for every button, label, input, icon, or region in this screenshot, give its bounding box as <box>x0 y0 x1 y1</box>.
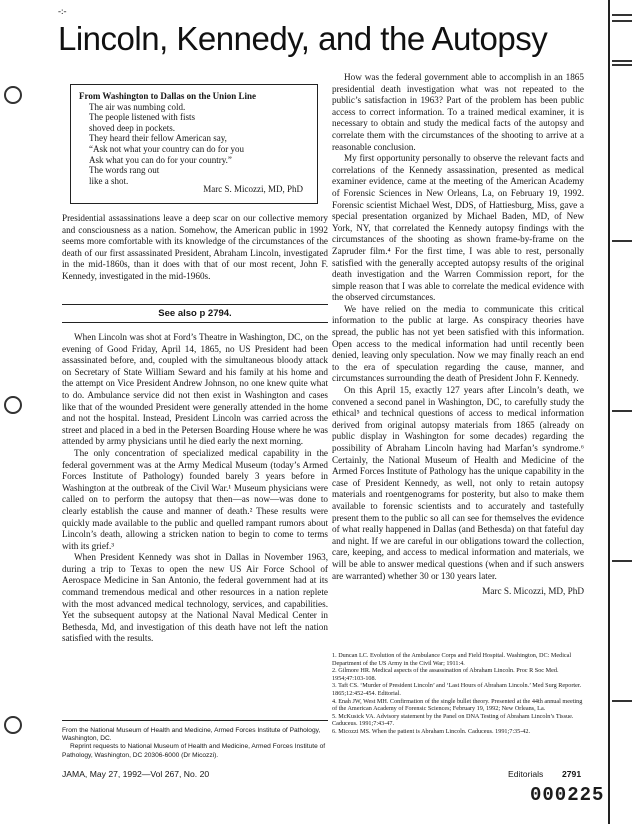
body-paragraph: We have relied on the media to communicate this critical information to the public at large. As conspiracy theories have spread, the public has not yet been satisfied with this information. Open access to the medical information had until recently been denied, leaving only speculation. Now we may finally reach an end to the era of speculation regarding the cause, manner, and circumstances surrounding the death of President John F. Kennedy. <box>332 303 584 384</box>
body-paragraph: When President Kennedy was shot in Dallas in November 1963, during a trip to Texas to open the new US Air Force School of Aerospace Medicine in San Antonio, the federal government had at its command tremendous medical and other resources in a nation replete with the most advanced medical technology, services, and capabilities. Yet the subsequent autopsy at the National Naval Medical Center in Bethesda, Md, and investigation of this death have not left the nation satisfied with the results. <box>62 552 328 644</box>
corner-mark: -:- <box>58 6 67 16</box>
page-title: Lincoln, Kennedy, and the Autopsy <box>58 20 548 57</box>
poem-line: They heard their fellow American say, <box>89 133 227 144</box>
reference-item: 3. Taft CS. ‘Murder of President Lincoln’ and ‘Last Hours of Abraham Lincoln.’ Med Surg Reporter. 1865;12:452-454. Editorial. <box>332 682 582 697</box>
body-paragraph: On this April 15, exactly 127 years after Lincoln’s death, we convened a second panel in Washington, DC, to carefully study the ethical⁵ and technical questions of access to medical information derived from original autopsy materials from 1865 (already on public display in Washington for some decades) regarding the possibility of Abraham Lincoln having had Marfan’s syndrome.⁶ Certainly, the National Museum of Health and Medicine of the Armed Forces Institute of Pathology has the unique capability in the case of President Kennedy, as well, not only to retain autopsy materials and roentgenograms for posterity, but also to make them available to forensic scientists and to accurately and tastefully present them to the public so all can see for themselves the evidence of what really happened in Dallas (and Bethesda) on that fateful day and night. If we are careful in our obligations toward the collection, care, keeping, and access to medical information and materials, we will be able to answer medical questions (when and if such answers are warranted) whether 30 or 130 years later. <box>332 385 584 581</box>
right-column <box>332 72 584 598</box>
poem-line: The people listened with fists <box>89 112 195 123</box>
poem-author: Marc S. Micozzi, MD, PhD <box>203 184 303 195</box>
intro-paragraph <box>62 213 328 283</box>
binder-hole-3 <box>4 716 22 734</box>
body-paragraph: My first opportunity personally to observe the relevant facts and correlations of the Kennedy assassination, presented as medical examiner evidence, came at the meeting of the American Academy of Forensic Sciences in New Orleans, La, on February 19, 1992. Forensic scientist Michael West, DDS, of Hattiesburg, Miss, gave a special presentation organized by Michael Baden, MD, of New York, NY, that correlated the Kennedy autopsy findings with the circumstances of the shooting as shown frame-by-frame on the Zapruder film.⁴ For the first time, I was able to rest, personally satisfied with the generally accepted autopsy results of the original death investigation and the Warren Commission report, for the simple reason that I was able to correlate the medical evidence with the observed circumstances. <box>332 153 584 303</box>
binder-hole-2 <box>4 396 22 414</box>
body-paragraph: How was the federal government able to accomplish in an 1865 presidential death investigation what was not repeated to the public’s satisfaction in 1963? Part of the problem has been public access to correct information. To a trained medical examiner, it is necessary to obtain and study the medical facts of the autopsy and correlate them with the circumstances of the shooting to arrive at a reasonable conclusion. <box>332 72 584 152</box>
journal-citation: JAMA, May 27, 1992—Vol 267, No. 20 <box>62 769 210 779</box>
reference-item: 6. Micozzi MS. When the patient is Abraham Lincoln. Caduceus. 1991;7:35-42. <box>332 727 531 735</box>
body-paragraph: When Lincoln was shot at Ford’s Theatre in Washington, DC, on the evening of Good Friday, April 14, 1865, no US President had been assassinated before, and, coupled with the simultaneous bloody attack on Secretary of State William Seward and his family at his home and the attempt on Vice President Andrew Johnson, no one knew quite what to do. Ambulance service did not then exist in Washington and cases like that of the wounded President were generally attended in the home and not the hospital. Instead, President Lincoln was carried across the street and placed in a bed in the Petersen Boarding House where he was attended by army physicians until he died early the next morning. <box>62 332 328 447</box>
reference-item: 1. Duncan LC. Evolution of the Ambulance Corps and Field Hospital. Washington, DC: Medical Department of the US Army in the Civil War; 1911:4. <box>332 652 572 667</box>
binder-hole-1 <box>4 86 22 104</box>
affiliation-footnote <box>62 720 328 760</box>
poem-line: The words rang out <box>89 165 160 176</box>
references-list <box>332 652 584 736</box>
poem-line: The air was numbing cold. <box>89 101 186 112</box>
bates-stamp: 000225 <box>530 784 605 806</box>
see-also-note: See also p 2794. <box>62 304 328 323</box>
poem-line: Ask what you can do for your country.” <box>89 154 232 165</box>
signature: Marc S. Micozzi, MD, PhD <box>482 586 584 597</box>
footnote-reprints: Reprint requests to National Museum of Health and Medicine, Armed Forces Institute of Pathology, Washington, DC 20306-6000 (Dr Micozzi). <box>62 743 326 759</box>
poem-heading: From Washington to Dallas on the Union Line <box>79 91 256 101</box>
poem-line: like a shot. <box>89 175 129 186</box>
intro-text: Presidential assassinations leave a deep scar on our collective memory and consciousness as a nation. Somehow, the American public in 1992 seems more comfortable with its knowledge of the circumstances of the death of our first assassinated President, Abraham Lincoln, investigated in the mid-1860s, than it does with that of our most recent, John F. Kennedy, investigated in the mid-1960s. <box>62 213 328 281</box>
body-paragraph: The only concentration of specialized medical capability in the federal government was at the Army Medical Museum (today’s Armed Forces Institute of Pathology) founded barely 3 years before in Washington at the outbreak of the Civil War.¹ Museum physicians were called on to perform the autopsy that then—as now—was done to clearly establish the cause and manner of death.² These results were quickly made available to the public and quelled rampant rumors about Lincoln’s death, allowing a stricken nation to begin to come to terms with its grief.³ <box>62 447 328 551</box>
poem-line: “Ask not what your country can do for you <box>89 143 244 154</box>
footnote-from: From the National Museum of Health and Medicine, Armed Forces Institute of Pathology, Washington, DC. <box>62 727 321 743</box>
poem-line: shoved deep in pockets. <box>89 122 175 133</box>
reference-item: 5. McKusick VA. Advisory statement by the Panel on DNA Testing of Abraham Lincoln’s Tissue. Caduceus. 1991;7:43-47. <box>332 712 574 728</box>
page-number: 2791 <box>562 769 582 779</box>
section-label: Editorials <box>508 769 544 779</box>
poem-box <box>70 84 318 204</box>
left-column <box>62 332 328 645</box>
scan-edge-bar <box>608 0 634 824</box>
reference-item: 2. Gilmore HR. Medical aspects of the assassination of Abraham Lincoln. Proc R Soc Med. 1954;47:103-108. <box>332 667 559 682</box>
reference-item: 4. Enah JW, West MH. Confirmation of the single bullet theory. Presented at the 44th annual meeting of the American Academy of Forensic Sciences; February 19, 1992; New Orleans, La. <box>332 697 583 713</box>
